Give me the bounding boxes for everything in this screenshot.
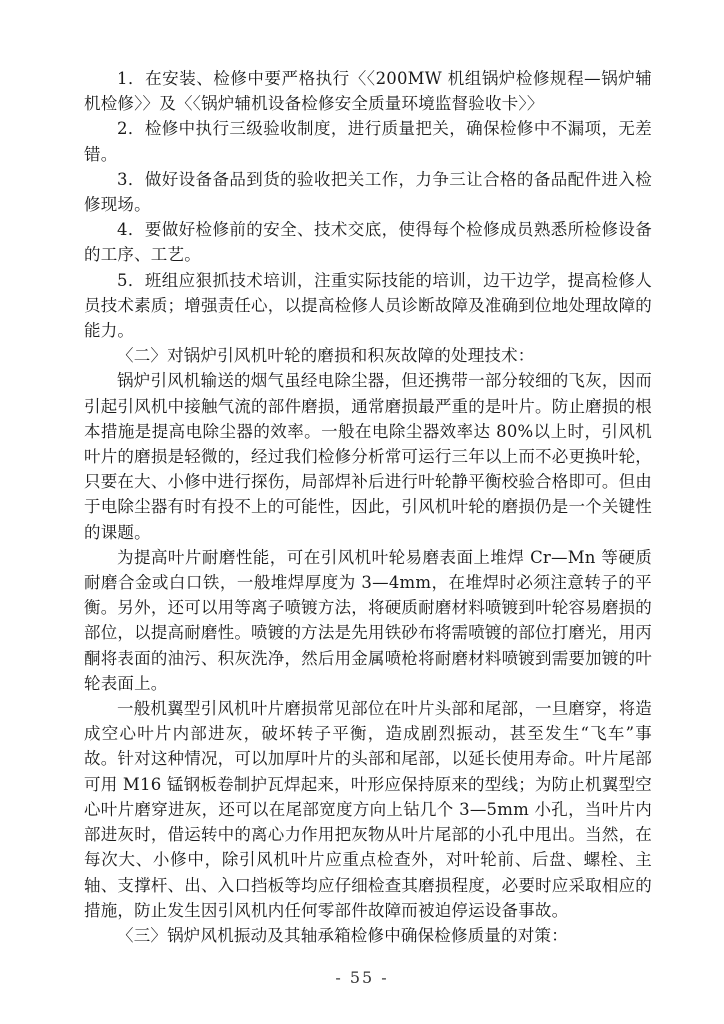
paragraph-8: 一般机翼型引风机叶片磨损常见部位在叶片头部和尾部，一旦磨穿，将造成空心叶片内部进灰，破坏转子平衡，造成剧烈振动，甚至发生“飞车”事故。针对这种情况，可以加厚叶片的头部和尾部，以延长使用寿命。叶片尾部可用 M16 锰钢板卷制护瓦焊起来，叶形应保持原来的型线；为防止机翼型空心叶片磨穿进灰，还可以在尾部宽度方向上钻几个 3—5mm 小孔，当叶片内部进灰时，借运转中的离心力作用把灰物从叶片尾部的小孔中甩出。当然，在每次大、小修中，除引风机叶片应重点检查外，对叶轮前、后盘、螺栓、主轴、支撑杆、出、入口挡板等均应仔细检查其磨损程度，必要时应采取相应的措施，防止发生因引风机内任何零部件故障而被迫停运设备事故。 (84, 699, 652, 920)
paragraph-5: 5．班组应狠抓技术培训，注重实际技能的培训，边干边学，提高检修人员技术素质；增强责任心，以提高检修人员诊断故障及准确到位地处理故障的能力。 (84, 270, 652, 341)
paragraph-7: 为提高叶片耐磨性能，可在引风机叶轮易磨表面上堆焊 Cr—Mn 等硬质耐磨合金或白口铁，一般堆焊厚度为 3—4mm，在堆焊时必须注意转子的平衡。另外，还可以用等离子喷镀方法，将硬质耐磨材料喷镀到叶轮容易磨损的部位，以提高耐磨性。喷镀的方法是先用铁砂布将需喷镀的部位打磨光，用丙酮将表面的油污、积灰洗净，然后用金属喷枪将耐磨材料喷镀到需要加镀的叶轮表面上。 (84, 547, 652, 693)
paragraph-4: 4．要做好检修前的安全、技术交底，使得每个检修成员熟悉所检修设备的工序、工艺。 (84, 220, 652, 265)
paragraph-3: 3．做好设备备品到货的验收把关工作，力争三让合格的备品配件进入检修现场。 (84, 169, 652, 215)
paragraph-2: 2．检修中执行三级验收制度，进行质量把关，确保检修中不漏项，无差错。 (84, 119, 652, 164)
page-number: - 55 - (335, 968, 389, 987)
section-heading-3: 〈三〉锅炉风机振动及其轴承箱检修中确保检修质量的对策： (117, 925, 568, 945)
section-heading-2: 〈二〉对锅炉引风机叶轮的磨损和积灰故障的处理技术： (117, 346, 535, 366)
paragraph-1: 1．在安装、检修中要严格执行〈〈200MW 机组锅炉检修规程—锅炉辅机检修〉〉及〈〈锅炉辅机设备检修安全质量环境监督验收卡〉〉 (84, 69, 652, 114)
paragraph-6: 锅炉引风机输送的烟气虽经电除尘器，但还携带一部分较细的飞灰，因而引起引风机中接触气流的部件磨损，通常磨损最严重的是叶片。防止磨损的根本措施是提高电除尘器的效率。一般在电除尘器效率达 80%以上时，引风机叶片的磨损是轻微的，经过我们检修分析常可运行三年以上而不必更换叶轮，只要在大、小修中进行探伤，局部焊补后进行叶轮静平衡校验合格即可。但由于电除尘器有时有投不上的可能性，因此，引风机叶轮的磨损仍是一个关键性的课题。 (84, 371, 652, 542)
document-body (84, 66, 652, 948)
